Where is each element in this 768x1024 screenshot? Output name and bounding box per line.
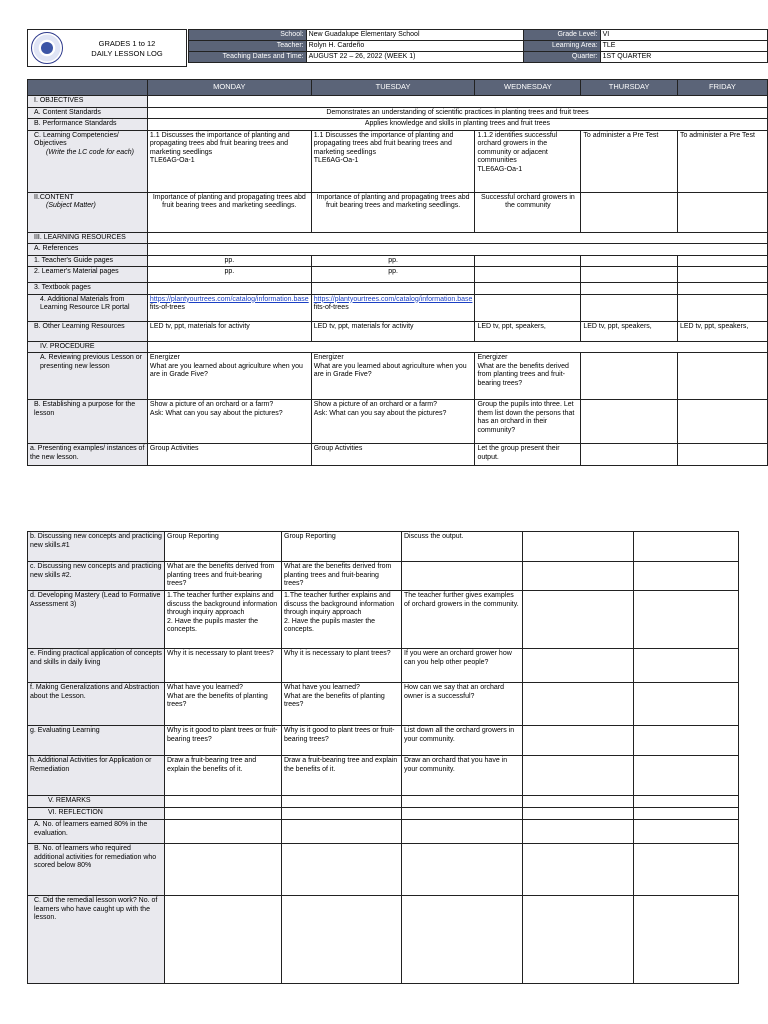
content-standards-value: Demonstrates an understanding of scientific practices in planting trees and fruit trees bbox=[147, 107, 767, 119]
generalization-label: f. Making Generalizations and Abstraction about the Lesson. bbox=[28, 683, 165, 726]
application-thursday bbox=[523, 649, 634, 683]
other-thursday: LED tv, ppt, speakers, bbox=[581, 321, 678, 341]
objectives-label: I. OBJECTIVES bbox=[28, 96, 148, 108]
content-thursday bbox=[581, 192, 678, 232]
day-monday: MONDAY bbox=[147, 80, 311, 96]
textbook-thursday bbox=[581, 283, 678, 295]
learners-a-friday bbox=[634, 820, 739, 844]
generalization-monday: What have you learned? What are the benefits of planting trees? bbox=[165, 683, 282, 726]
lesson-log-table-top bbox=[27, 79, 768, 466]
learners-b-label: B. No. of learners who required additional activities for remediation who scored below 80% bbox=[28, 844, 165, 896]
header-blank bbox=[28, 80, 148, 96]
additional-activities-tuesday: Draw a fruit-bearing tree and explain the benefits of it. bbox=[282, 756, 402, 796]
purpose-label: B. Establishing a purpose for the lesson bbox=[28, 400, 148, 444]
remarks-monday bbox=[165, 796, 282, 808]
references-blank bbox=[147, 244, 767, 256]
additional-activities-thursday bbox=[523, 756, 634, 796]
tg-monday: pp. bbox=[147, 255, 311, 267]
examples-thursday bbox=[581, 444, 678, 466]
competencies-label-cell bbox=[28, 130, 148, 192]
day-header-row bbox=[28, 80, 768, 96]
examples-wednesday: Let the group present their output. bbox=[475, 444, 581, 466]
discuss1-friday bbox=[634, 532, 739, 562]
content-standards-label: A. Content Standards bbox=[28, 107, 148, 119]
learners-b-thursday bbox=[523, 844, 634, 896]
tg-friday bbox=[677, 255, 767, 267]
learners-c-thursday bbox=[523, 896, 634, 984]
learners-c-friday bbox=[634, 896, 739, 984]
other-friday: LED tv, ppt, speakers, bbox=[677, 321, 767, 341]
review-label: A. Reviewing previous Lesson or presenting new lesson bbox=[28, 353, 148, 400]
discuss1-tuesday: Group Reporting bbox=[282, 532, 402, 562]
lm-monday: pp. bbox=[147, 267, 311, 283]
area-value: TLE bbox=[600, 41, 767, 52]
learners-b-friday bbox=[634, 844, 739, 896]
learners-b-monday bbox=[165, 844, 282, 896]
day-wednesday: WEDNESDAY bbox=[475, 80, 581, 96]
remarks-tuesday bbox=[282, 796, 402, 808]
evaluation-friday bbox=[634, 726, 739, 756]
mastery-monday: 1.The teacher further explains and discuss the background information through inquiry approach 2. Have the pupils master the concepts. bbox=[165, 591, 282, 649]
mastery-tuesday: 1.The teacher further explains and discuss the background information through inquiry approach 2. Have the pupils master the concepts. bbox=[282, 591, 402, 649]
lesson-log-table-bottom bbox=[27, 531, 739, 984]
evaluation-label: g. Evaluating Learning bbox=[28, 726, 165, 756]
content-note: (Subject Matter) bbox=[46, 202, 96, 209]
review-wednesday: Energizer What are the benefits derived from planting trees and fruit-bearing trees? bbox=[475, 353, 581, 400]
mastery-friday bbox=[634, 591, 739, 649]
content-row bbox=[28, 192, 768, 232]
references-label: A. References bbox=[28, 244, 148, 256]
purpose-thursday bbox=[581, 400, 678, 444]
performance-standards-label: B. Performance Standards bbox=[28, 119, 148, 131]
competency-thursday: To administer a Pre Test bbox=[581, 130, 678, 192]
discuss2-friday bbox=[634, 562, 739, 591]
additional-label: 4. Additional Materials from Learning Resource LR portal bbox=[28, 294, 148, 321]
title-line-1: GRADES 1 to 12 bbox=[98, 39, 156, 48]
additional-suffix-monday: fits-of-trees bbox=[149, 304, 185, 311]
dates-label: Teaching Dates and Time: bbox=[189, 52, 307, 63]
reflection-monday bbox=[165, 808, 282, 820]
competency-wednesday: 1.1.2 identifies successful orchard growers in the community or adjacent communities TLE6AG-Oa-1 bbox=[475, 130, 581, 192]
learners-c-wednesday bbox=[402, 896, 523, 984]
review-friday bbox=[677, 353, 767, 400]
discuss1-thursday bbox=[523, 532, 634, 562]
remarks-wednesday bbox=[402, 796, 523, 808]
form-title bbox=[68, 39, 186, 59]
area-label: Learning Area: bbox=[523, 41, 600, 52]
objectives-blank bbox=[147, 96, 767, 108]
competencies-label: C. Learning Competencies/ Objectives bbox=[34, 131, 119, 147]
other-wednesday: LED tv, ppt, speakers, bbox=[475, 321, 581, 341]
textbook-tuesday bbox=[311, 283, 475, 295]
purpose-friday bbox=[677, 400, 767, 444]
textbook-wednesday bbox=[475, 283, 581, 295]
lm-tuesday: pp. bbox=[311, 267, 475, 283]
resources-blank bbox=[147, 232, 767, 244]
review-tuesday: Energizer What are you learned about agriculture when you are in Grade Five? bbox=[311, 353, 475, 400]
tg-wednesday bbox=[475, 255, 581, 267]
application-label: e. Finding practical application of concepts and skills in daily living bbox=[28, 649, 165, 683]
other-label: B. Other Learning Resources bbox=[28, 321, 148, 341]
learners-b-tuesday bbox=[282, 844, 402, 896]
reflection-wednesday bbox=[402, 808, 523, 820]
discuss2-tuesday: What are the benefits derived from planting trees and fruit-bearing trees? bbox=[282, 562, 402, 591]
remarks-friday bbox=[634, 796, 739, 808]
competency-friday: To administer a Pre Test bbox=[677, 130, 767, 192]
content-wednesday: Successful orchard growers in the community bbox=[475, 192, 581, 232]
tg-thursday bbox=[581, 255, 678, 267]
reflection-thursday bbox=[523, 808, 634, 820]
teacher-value: Rolyn H. Cardeño bbox=[306, 41, 523, 52]
additional-friday bbox=[677, 294, 767, 321]
lm-wednesday bbox=[475, 267, 581, 283]
quarter-label: Quarter: bbox=[523, 52, 600, 63]
learners-c-monday bbox=[165, 896, 282, 984]
day-friday: FRIDAY bbox=[677, 80, 767, 96]
lm-label: 2. Learner's Material pages bbox=[28, 267, 148, 283]
discuss1-label: b. Discussing new concepts and practicing new skills.#1 bbox=[28, 532, 165, 562]
lm-friday bbox=[677, 267, 767, 283]
application-monday: Why it is necessary to plant trees? bbox=[165, 649, 282, 683]
discuss1-wednesday: Discuss the output. bbox=[402, 532, 523, 562]
review-thursday bbox=[581, 353, 678, 400]
review-monday: Energizer What are you learned about agriculture when you are in Grade Five? bbox=[147, 353, 311, 400]
content-label: II.CONTENT bbox=[34, 193, 74, 201]
additional-monday bbox=[147, 294, 311, 321]
additional-suffix-tuesday: fits-of-trees bbox=[313, 304, 349, 311]
competency-tuesday: 1.1 Discusses the importance of planting and propagating trees abd fruit bearing trees and marketing seedlings TLE6AG-Oa-1 bbox=[311, 130, 475, 192]
teacher-label: Teacher: bbox=[189, 41, 307, 52]
content-monday: Importance of planting and propagating trees abd fruit bearing trees and marketing seedlings. bbox=[147, 192, 311, 232]
day-thursday: THURSDAY bbox=[581, 80, 678, 96]
evaluation-tuesday: Why is it good to plant trees or fruit-bearing trees? bbox=[282, 726, 402, 756]
lm-thursday bbox=[581, 267, 678, 283]
additional-activities-label: h. Additional Activities for Application or Remediation bbox=[28, 756, 165, 796]
discuss2-thursday bbox=[523, 562, 634, 591]
competencies-note: (Write the LC code for each) bbox=[46, 148, 134, 156]
content-tuesday: Importance of planting and propagating trees abd fruit bearing trees and marketing seedlings. bbox=[311, 192, 475, 232]
mastery-label: d. Developing Mastery (Lead to Formative Assessment 3) bbox=[28, 591, 165, 649]
learners-b-wednesday bbox=[402, 844, 523, 896]
content-label-cell bbox=[28, 192, 148, 232]
application-tuesday: Why it is necessary to plant trees? bbox=[282, 649, 402, 683]
title-line-2: DAILY LESSON LOG bbox=[91, 49, 163, 58]
examples-monday: Group Activities bbox=[147, 444, 311, 466]
mastery-thursday bbox=[523, 591, 634, 649]
remarks-thursday bbox=[523, 796, 634, 808]
learners-a-tuesday bbox=[282, 820, 402, 844]
purpose-tuesday: Show a picture of an orchard or a farm? Ask: What can you say about the pictures? bbox=[311, 400, 475, 444]
performance-standards-value: Applies knowledge and skills in planting trees and fruit trees bbox=[147, 119, 767, 131]
learners-c-tuesday bbox=[282, 896, 402, 984]
additional-thursday bbox=[581, 294, 678, 321]
procedure-blank bbox=[147, 341, 767, 353]
generalization-wednesday: How can we say that an orchard owner is a successful? bbox=[402, 683, 523, 726]
header-info-table bbox=[188, 29, 768, 63]
day-tuesday: TUESDAY bbox=[311, 80, 475, 96]
header-title-box bbox=[27, 29, 187, 67]
mastery-wednesday: The teacher further gives examples of orchard growers in the community. bbox=[402, 591, 523, 649]
examples-friday bbox=[677, 444, 767, 466]
generalization-friday bbox=[634, 683, 739, 726]
reflection-tuesday bbox=[282, 808, 402, 820]
application-wednesday: If you were an orchard grower how can you help other people? bbox=[402, 649, 523, 683]
evaluation-thursday bbox=[523, 726, 634, 756]
grade-label: Grade Level: bbox=[523, 30, 600, 41]
learners-a-wednesday bbox=[402, 820, 523, 844]
examples-label: a. Presenting examples/ instances of the new lesson. bbox=[28, 444, 148, 466]
discuss1-monday: Group Reporting bbox=[165, 532, 282, 562]
school-value: New Guadalupe Elementary School bbox=[306, 30, 523, 41]
additional-tuesday bbox=[311, 294, 475, 321]
learners-a-thursday bbox=[523, 820, 634, 844]
competencies-row bbox=[28, 130, 768, 192]
application-friday bbox=[634, 649, 739, 683]
deped-seal-icon bbox=[31, 32, 63, 64]
generalization-thursday bbox=[523, 683, 634, 726]
evaluation-wednesday: List down all the orchard growers in your community. bbox=[402, 726, 523, 756]
competency-monday: 1.1 Discusses the importance of planting and propagating trees abd fruit bearing trees and marketing seedlings TLE6AG-Oa-1 bbox=[147, 130, 311, 192]
examples-tuesday: Group Activities bbox=[311, 444, 475, 466]
dates-value: AUGUST 22 – 26, 2022 (WEEK 1) bbox=[306, 52, 523, 63]
additional-wednesday bbox=[475, 294, 581, 321]
quarter-value: 1ST QUARTER bbox=[600, 52, 767, 63]
tg-tuesday: pp. bbox=[311, 255, 475, 267]
other-tuesday: LED tv, ppt, materials for activity bbox=[311, 321, 475, 341]
procedure-label: IV. PROCEDURE bbox=[28, 341, 148, 353]
reflection-friday bbox=[634, 808, 739, 820]
discuss2-wednesday bbox=[402, 562, 523, 591]
evaluation-monday: Why is it good to plant trees or fruit-bearing trees? bbox=[165, 726, 282, 756]
reflection-label: VI. REFLECTION bbox=[28, 808, 165, 820]
additional-link-tuesday[interactable]: https://plantyourtrees.com/catalog/information.base bbox=[313, 295, 473, 303]
purpose-wednesday: Group the pupils into three. Let them list down the persons that has an orchard in their community? bbox=[475, 400, 581, 444]
school-label: School: bbox=[189, 30, 307, 41]
purpose-monday: Show a picture of an orchard or a farm? Ask: What can you say about the pictures? bbox=[147, 400, 311, 444]
additional-activities-monday: Draw a fruit-bearing tree and explain the benefits of it. bbox=[165, 756, 282, 796]
grade-value: VI bbox=[600, 30, 767, 41]
discuss2-monday: What are the benefits derived from planting trees and fruit-bearing trees? bbox=[165, 562, 282, 591]
other-monday: LED tv, ppt, materials for activity bbox=[147, 321, 311, 341]
additional-activities-wednesday: Draw an orchard that you have in your community. bbox=[402, 756, 523, 796]
additional-link-monday[interactable]: https://plantyourtrees.com/catalog/information.base bbox=[149, 295, 309, 303]
resources-label: III. LEARNING RESOURCES bbox=[28, 232, 148, 244]
generalization-tuesday: What have you learned? What are the benefits of planting trees? bbox=[282, 683, 402, 726]
additional-activities-friday bbox=[634, 756, 739, 796]
tg-label: 1. Teacher's Guide pages bbox=[28, 255, 148, 267]
textbook-label: 3. Textbook pages bbox=[28, 283, 148, 295]
textbook-monday bbox=[147, 283, 311, 295]
discuss2-label: c. Discussing new concepts and practicing new skills #2. bbox=[28, 562, 165, 591]
remarks-label: V. REMARKS bbox=[28, 796, 165, 808]
learners-a-label: A. No. of learners earned 80% in the evaluation. bbox=[28, 820, 165, 844]
content-friday bbox=[677, 192, 767, 232]
textbook-friday bbox=[677, 283, 767, 295]
learners-c-label: C. Did the remedial lesson work? No. of learners who have caught up with the lesson. bbox=[28, 896, 165, 984]
learners-a-monday bbox=[165, 820, 282, 844]
